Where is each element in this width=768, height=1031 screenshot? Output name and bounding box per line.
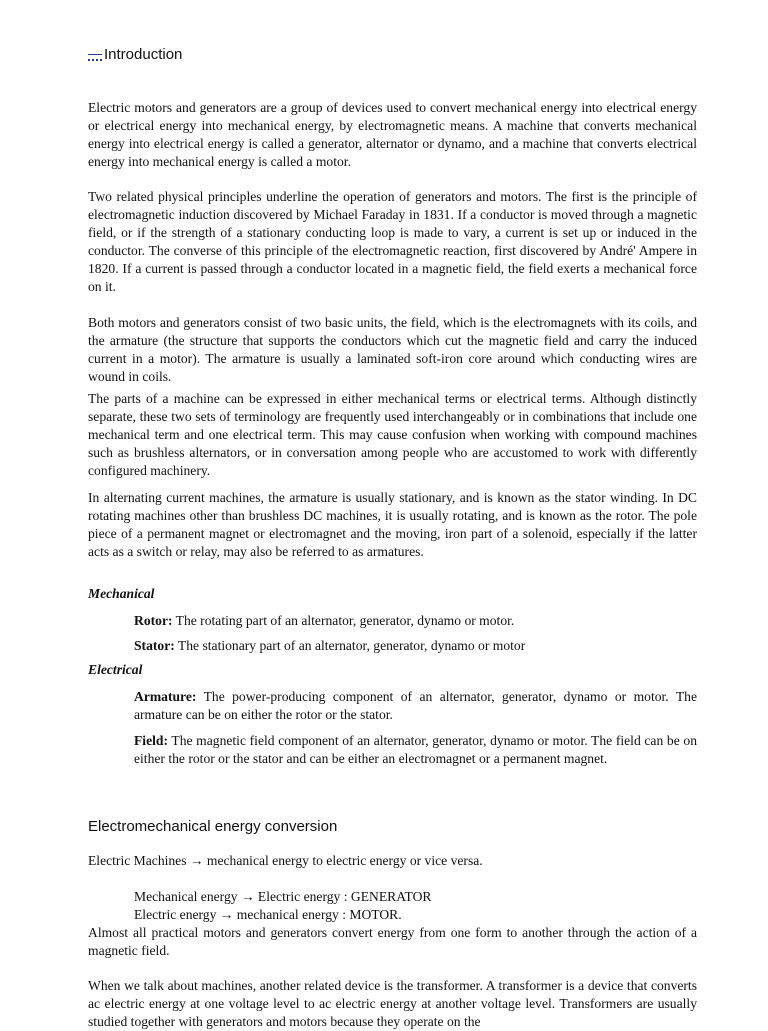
- conversion-paragraph-2: When we talk about machines, another related device is the transformer. A transformer is a device that converts ac electric energy at one voltage level to ac electric energy at another voltage level. Transformers are usually studied together with generators and motors because they operate on the: [88, 978, 697, 1029]
- conversion-line-3: Electric energy → mechanical energy : MOTOR.: [134, 907, 402, 922]
- intro-paragraph-1: Electric motors and generators are a group of devices used to convert mechanical energy into electrical energy or electrical energy into mechanical energy, by electromagnetic means. A machine that converts mechanical energy into electrical energy is called a generator, alternator or dynamo, and a machine that converts electrical energy into mechanical energy is called a motor.: [88, 100, 697, 169]
- mechanical-heading: Mechanical: [88, 586, 155, 601]
- intro-paragraph-3: Both motors and generators consist of two basic units, the field, which is the electromagnets with its coils, and the armature (the structure that supports the conductors which cut the magnetic field and carry the induced current in a motor). The armature is usually a laminated soft-iron core around which conducting wires are wound in coils.: [88, 315, 697, 384]
- bookmark-anchor-icon: [88, 54, 102, 61]
- field-term: Field:: [134, 733, 168, 748]
- conversion-paragraph-1: Almost all practical motors and generators convert energy from one form to another through the action of a magnetic field.: [88, 925, 697, 958]
- introduction-title: Introduction: [104, 46, 183, 63]
- rotor-definition: [134, 612, 697, 630]
- electrical-heading: Electrical: [88, 662, 143, 677]
- intro-paragraph-5: In alternating current machines, the armature is usually stationary, and is known as the stator winding. In DC rotating machines other than brushless DC machines, it is usually rotating, and is known as the rotor. The pole piece of a permanent magnet or electromagnet and the moving, iron part of a solenoid, especially if the latter acts as a switch or relay, may also be referred to as armatures.: [88, 490, 697, 559]
- stator-term: Stator:: [134, 638, 175, 653]
- armature-text: The power-producing component of an alternator, generator, dynamo or motor. The armature can be on either the rotor or the stator.: [134, 689, 697, 722]
- intro-paragraph-4: The parts of a machine can be expressed in either mechanical terms or electrical terms. Although distinctly separate, these two sets of terminology are frequently used interchangeably or in combinations that include one mechanical term and one electrical term. This may cause confusion when working with compound machines such as brushless alternators, or in conversation among people who are accustomed to work with differently configured machinery.: [88, 391, 697, 478]
- intro-paragraph-2: Two related physical principles underline the operation of generators and motors. The first is the principle of electromagnetic induction discovered by Michael Faraday in 1831. If a conductor is moved through a magnetic field, or if the strength of a stationary conducting loop is made to vary, a current is set up or induced in the conductor. The converse of this principle of the electromagnetic reaction, first discovered by André' Ampere in 1820. If a current is passed through a conductor located in a magnetic field, the field exerts a mechanical force on it.: [88, 189, 697, 294]
- introduction-heading: [88, 46, 182, 63]
- conversion-heading: Electromechanical energy conversion: [88, 818, 338, 835]
- rotor-text: The rotating part of an alternator, generator, dynamo or motor.: [172, 613, 515, 628]
- conversion-line-2: Mechanical energy → Electric energy : GENERATOR: [134, 889, 432, 904]
- armature-term: Armature:: [134, 689, 197, 704]
- field-definition: [134, 732, 697, 768]
- conversion-line-1: Electric Machines → mechanical energy to electric energy or vice versa.: [88, 853, 483, 868]
- armature-definition: [134, 688, 697, 724]
- rotor-term: Rotor:: [134, 613, 173, 628]
- stator-text: The stationary part of an alternator, generator, dynamo or motor: [174, 638, 526, 653]
- stator-definition: [134, 637, 697, 655]
- field-text: The magnetic field component of an alternator, generator, dynamo or motor. The field can be on either the rotor or the stator and can be either an electromagnet or a permanent magnet.: [134, 733, 697, 766]
